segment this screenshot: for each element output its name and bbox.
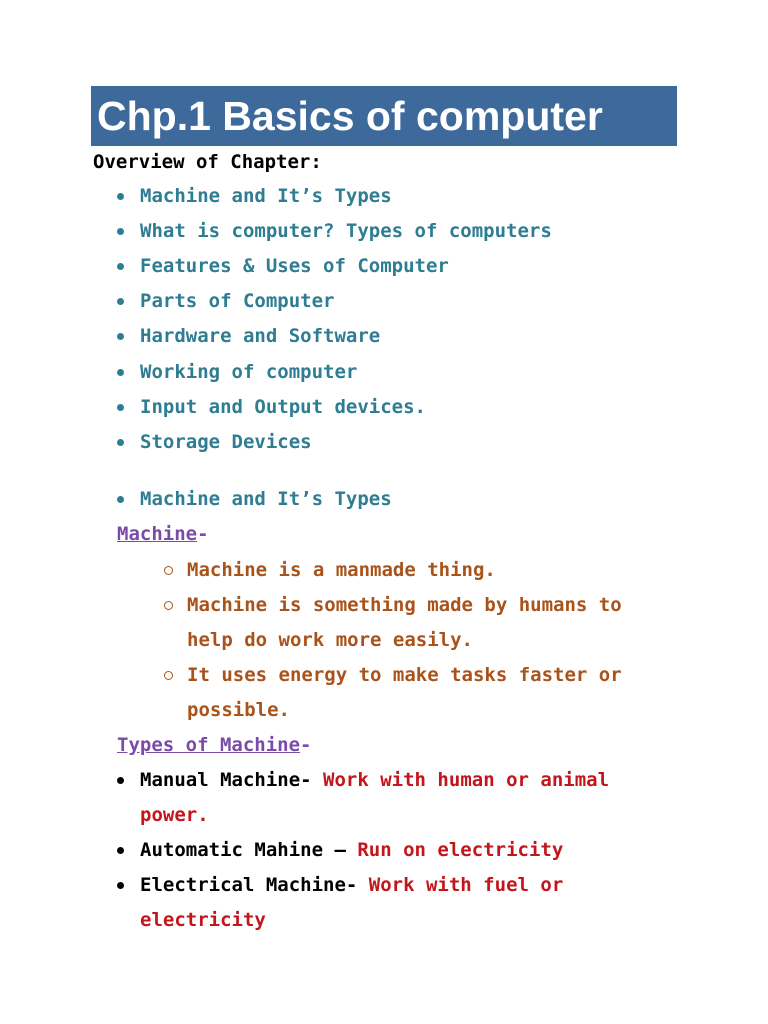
types-label: Types of Machine (117, 734, 301, 756)
chapter-title: Chp.1 Basics of computer (91, 86, 677, 146)
machine-dash: - (197, 523, 209, 545)
type-item (140, 873, 563, 897)
circle-bullet-icon (164, 671, 173, 680)
bullet-icon (117, 263, 124, 270)
type-name: Electrical Machine- (140, 874, 358, 896)
overview-item: Working of computer (140, 361, 358, 383)
type-description-continued: power. (140, 804, 209, 826)
machine-point-continued: help do work more easily. (187, 629, 473, 651)
overview-heading: Overview of Chapter: (93, 151, 322, 173)
overview-item: Parts of Computer (140, 290, 335, 312)
type-description: Run on electricity (357, 839, 564, 861)
overview-item: Machine and It’s Types (140, 185, 392, 207)
type-description: Work with fuel or (368, 874, 564, 896)
bullet-icon (117, 439, 124, 446)
machine-label-line (117, 522, 209, 546)
overview-item: Features & Uses of Computer (140, 255, 449, 277)
machine-point: Machine is something made by humans to (187, 594, 622, 616)
type-name: Automatic Mahine – (140, 839, 346, 861)
type-name: Manual Machine- (140, 769, 312, 791)
overview-item: What is computer? Types of computers (140, 220, 552, 242)
type-item (140, 838, 563, 862)
machine-point: It uses energy to make tasks faster or (187, 664, 622, 686)
types-dash: - (300, 734, 312, 756)
section-heading: Machine and It’s Types (140, 488, 392, 510)
bullet-icon (117, 496, 124, 503)
bullet-icon (117, 847, 124, 854)
type-description: Work with human or animal (323, 769, 610, 791)
bullet-icon (117, 333, 124, 340)
bullet-icon (117, 228, 124, 235)
machine-point-continued: possible. (187, 699, 290, 721)
bullet-icon (117, 369, 124, 376)
bullet-icon (117, 882, 124, 889)
overview-item: Input and Output devices. (140, 396, 426, 418)
bullet-icon (117, 298, 124, 305)
overview-item: Storage Devices (140, 431, 312, 453)
type-description-continued: electricity (140, 909, 266, 931)
bullet-icon (117, 193, 124, 200)
bullet-icon (117, 777, 124, 784)
machine-label: Machine (117, 523, 198, 545)
types-label-line (117, 733, 311, 757)
bullet-icon (117, 404, 124, 411)
machine-point: Machine is a manmade thing. (187, 559, 496, 581)
overview-item: Hardware and Software (140, 325, 381, 347)
type-item (140, 768, 609, 792)
circle-bullet-icon (164, 566, 173, 575)
circle-bullet-icon (164, 601, 173, 610)
